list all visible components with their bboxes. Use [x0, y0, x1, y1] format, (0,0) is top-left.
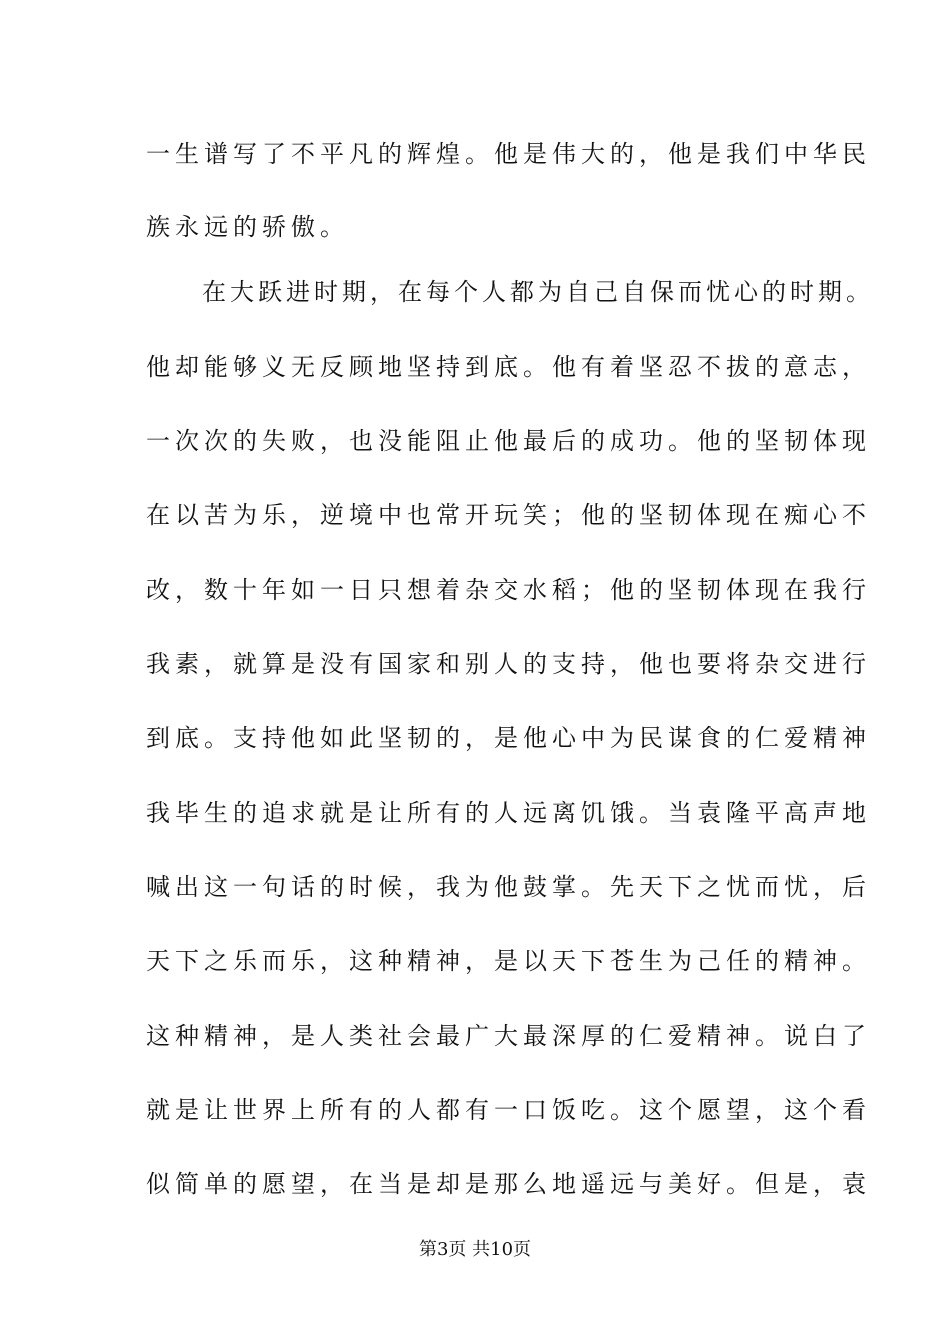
text-line: 在以苦为乐，逆境中也常开玩笑；他的坚韧体现在痴心不 — [146, 501, 871, 529]
text-line: 族永远的骄傲。 — [146, 213, 349, 241]
text-line: 一次次的失败，也没能阻止他最后的成功。他的坚韧体现 — [146, 427, 871, 455]
page-number-footer: 第3页 共10页 — [418, 1239, 532, 1260]
text-line: 喊出这一句话的时候，我为他鼓掌。先天下之忧而忧，后 — [146, 873, 871, 901]
text-line: 就是让世界上所有的人都有一口饭吃。这个愿望，这个看 — [146, 1096, 871, 1124]
text-line: 他却能够义无反顾地坚持到底。他有着坚忍不拔的意志， — [146, 353, 871, 381]
text-line: 改，数十年如一日只想着杂交水稻；他的坚韧体现在我行 — [146, 576, 871, 604]
paragraph-first-line: 在大跃进时期，在每个人都为自己自保而忧心的时期。 — [146, 278, 874, 306]
text-line: 似简单的愿望，在当是却是那么地遥远与美好。但是，袁 — [146, 1170, 871, 1198]
text-line: 这种精神，是人类社会最广大最深厚的仁爱精神。说白了 — [146, 1022, 871, 1050]
text-line: 天下之乐而乐，这种精神，是以天下苍生为己任的精神。 — [146, 947, 871, 975]
text-line: 一生谱写了不平凡的辉煌。他是伟大的，他是我们中华民 — [146, 140, 871, 168]
text-line: 到底。支持他如此坚韧的，是他心中为民谋食的仁爱精神 — [146, 724, 871, 752]
text-line: 我素，就算是没有国家和别人的支持，他也要将杂交进行 — [146, 650, 871, 678]
text-line: 我毕生的追求就是让所有的人远离饥饿。当袁隆平高声地 — [146, 799, 871, 827]
